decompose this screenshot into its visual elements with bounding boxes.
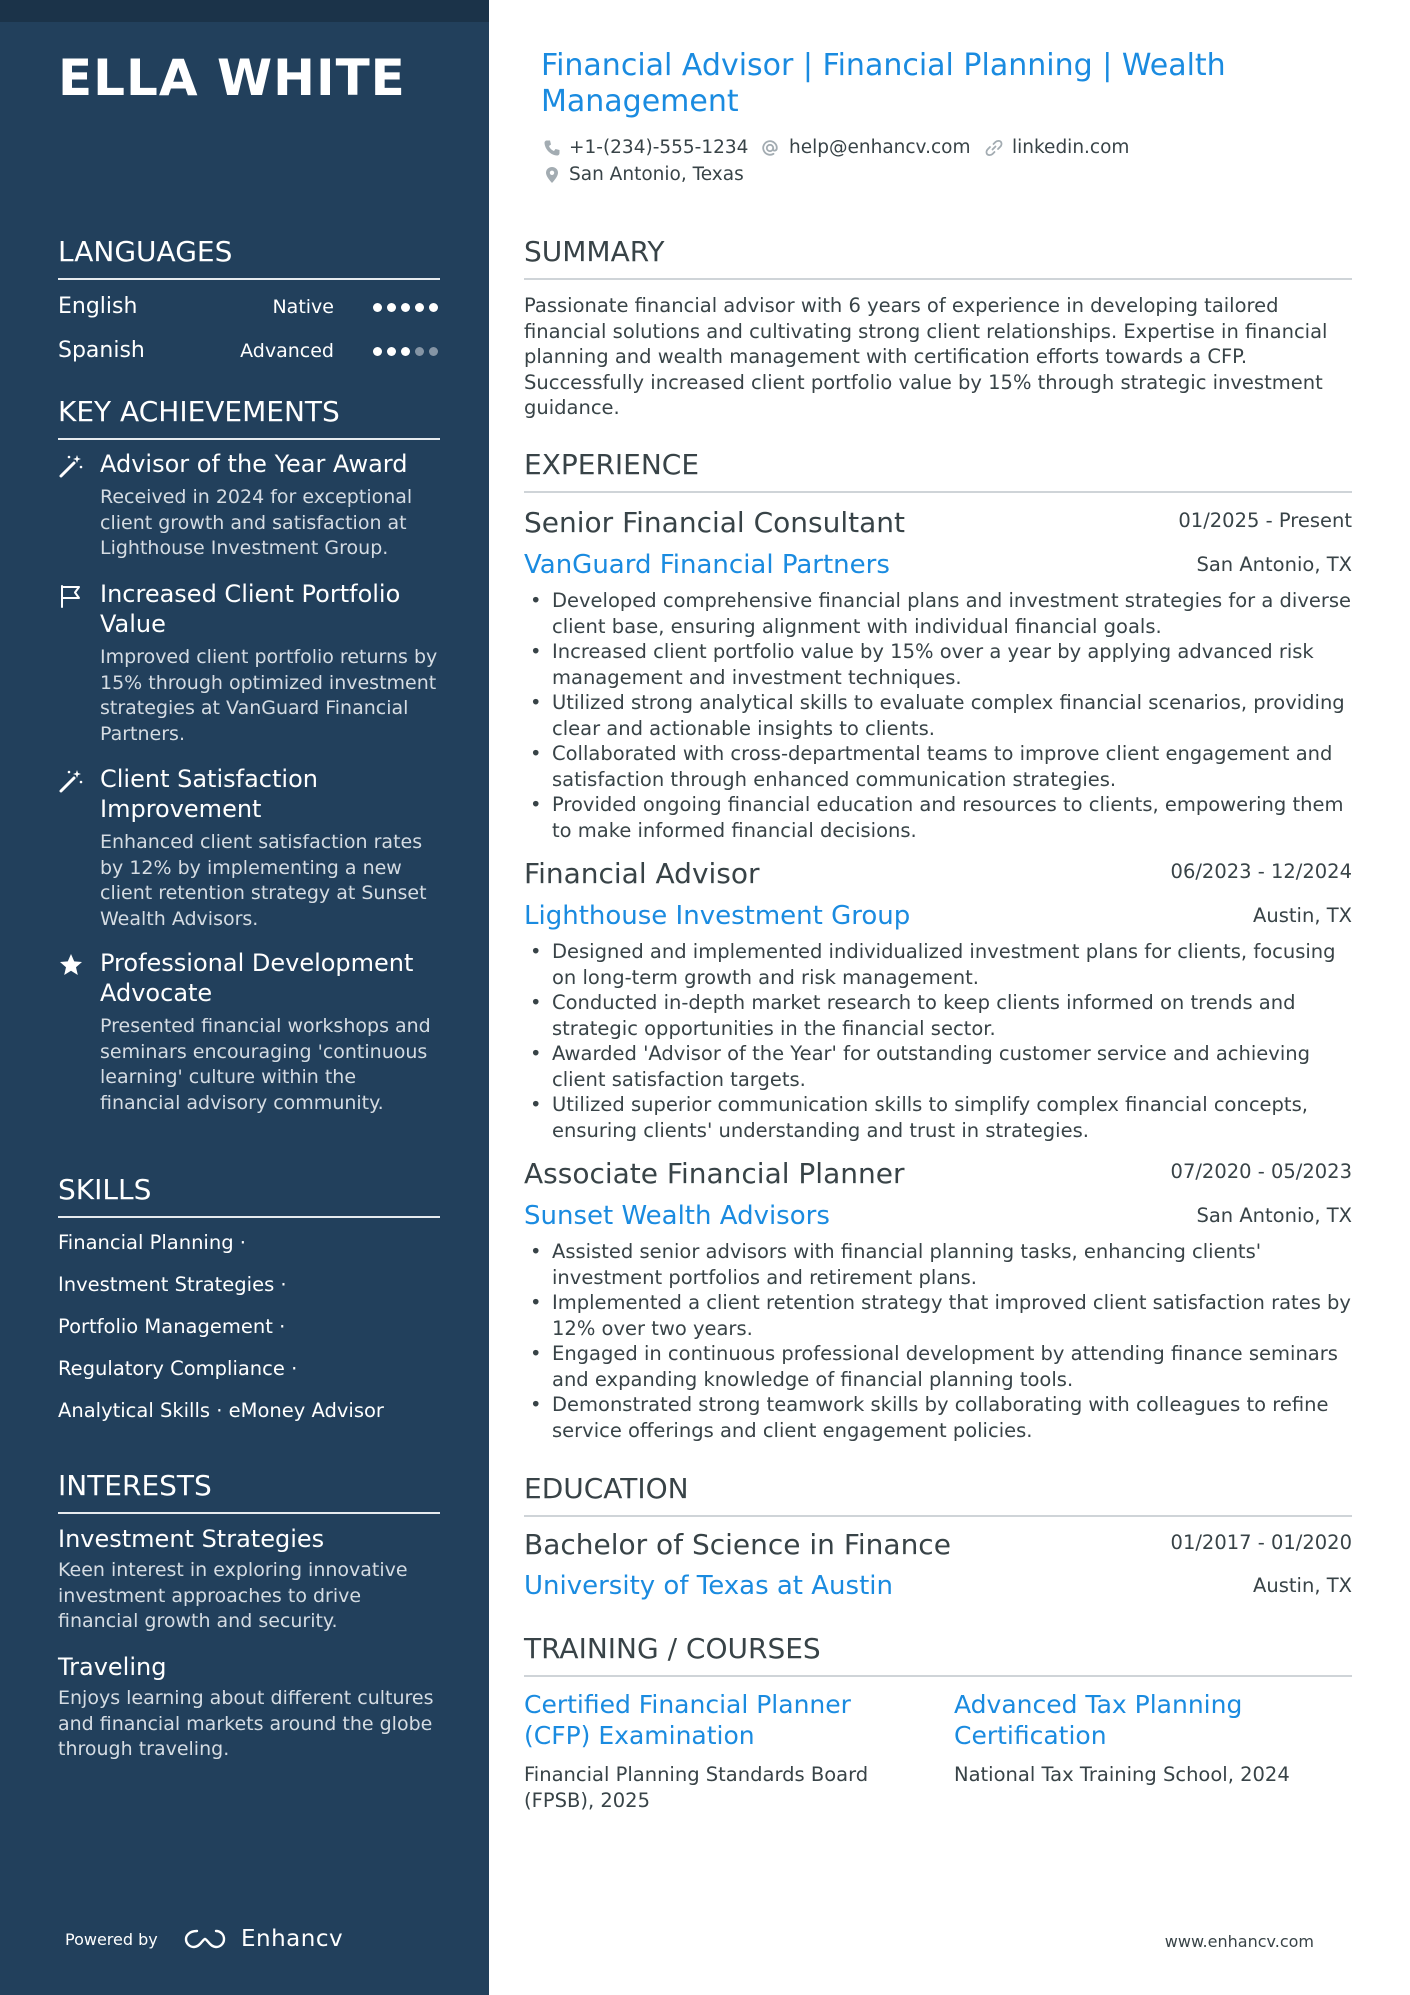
language-row — [58, 291, 440, 323]
location-pin-icon — [543, 166, 561, 184]
language-name: English — [58, 294, 138, 319]
job-bullets — [524, 939, 1352, 1143]
star-icon — [58, 952, 84, 978]
rating-dot — [373, 303, 382, 312]
languages-heading: LANGUAGES — [58, 234, 440, 280]
bullet-item: • Utilized strong analytical skills to evaluate complex financial scenarios, providing clear and actionable insights to clients. — [524, 690, 1352, 741]
achievement-description: Improved client portfolio returns by 15% through optimized investment strategies at VanGuard Financial Partners. — [100, 646, 438, 745]
interest-item — [58, 1524, 440, 1635]
summary-heading: SUMMARY — [524, 234, 1352, 280]
school-name: University of Texas at Austin — [524, 1571, 893, 1601]
at-icon — [761, 139, 779, 157]
language-level: Advanced — [240, 340, 334, 362]
course-title: Advanced Tax Planning Certification — [954, 1690, 1243, 1750]
job-dates: 07/2020 - 05/2023 — [1170, 1160, 1352, 1183]
achievement-title: Advisor of the Year Award — [100, 450, 408, 478]
link-icon — [985, 139, 1003, 157]
flag-icon — [58, 583, 84, 609]
bullet-item: • Engaged in continuous professional development by attending finance seminars and expanding knowledge of financial planning tools. — [524, 1341, 1352, 1392]
job-bullets — [524, 588, 1352, 843]
magic-wand-icon — [58, 453, 84, 479]
rating-dot — [401, 347, 410, 356]
interest-title: Traveling — [58, 1653, 167, 1681]
bullet-item: • Demonstrated strong teamwork skills by collaborating with colleagues to refine service offerings and client engagement policies. — [524, 1392, 1352, 1443]
job-location: San Antonio, TX — [1196, 553, 1352, 576]
achievement-title: Client Satisfaction Improvement — [100, 765, 318, 823]
job-title: Financial Advisor — [524, 857, 760, 890]
skill-item: Financial Planning · — [58, 1231, 246, 1254]
company-name: Sunset Wealth Advisors — [524, 1201, 830, 1231]
rating-dot — [373, 347, 382, 356]
footer-website[interactable]: www.enhancv.com — [1164, 1932, 1314, 1951]
degree-title: Bachelor of Science in Finance — [524, 1528, 951, 1561]
rating-dot — [415, 303, 424, 312]
job-location: San Antonio, TX — [1196, 1204, 1352, 1227]
enhancv-brand-name: Enhancv — [241, 1926, 344, 1952]
job-bullets — [524, 1239, 1352, 1443]
bullet-item: • Assisted senior advisors with financial planning tasks, enhancing clients' investment portfolios and retirement plans. — [524, 1239, 1352, 1290]
rating-dot — [429, 303, 438, 312]
skill-item: Regulatory Compliance · — [58, 1357, 298, 1380]
rating-dot — [387, 347, 396, 356]
interest-title: Investment Strategies — [58, 1525, 325, 1553]
bullet-item: • Developed comprehensive financial plans and investment strategies for a diverse client base, ensuring alignment with individual financial goals. — [524, 588, 1352, 639]
bullet-item: • Awarded 'Advisor of the Year' for outstanding customer service and achieving client satisfaction targets. — [524, 1041, 1352, 1092]
rating-dot — [401, 303, 410, 312]
linkedin-link[interactable]: linkedin.com — [1012, 137, 1130, 158]
interest-description: Enjoys learning about different cultures and financial markets around the globe through traveling. — [58, 1687, 434, 1760]
enhancv-logo-icon — [183, 1925, 227, 1953]
location: San Antonio, Texas — [569, 164, 744, 185]
powered-by-label: Powered by — [65, 1930, 158, 1949]
candidate-name: ELLA WHITE — [58, 49, 406, 107]
interest-description: Keen interest in exploring innovative investment approaches to drive financial growth and security. — [58, 1559, 408, 1632]
education-dates: 01/2017 - 01/2020 — [1170, 1531, 1352, 1554]
language-level: Native — [272, 296, 334, 318]
job-location: Austin, TX — [1253, 904, 1352, 927]
language-name: Spanish — [58, 338, 145, 363]
course-title: Certified Financial Planner (CFP) Examination — [524, 1690, 851, 1750]
job-dates: 01/2025 - Present — [1178, 509, 1352, 532]
bullet-item: • Conducted in-depth market research to keep clients informed on trends and strategic opportunities in the financial sector. — [524, 990, 1352, 1041]
bullet-item: • Provided ongoing financial education and resources to clients, empowering them to make informed financial decisions. — [524, 792, 1352, 843]
phone-icon — [543, 139, 561, 157]
achievement-title: Increased Client Portfolio Value — [100, 580, 401, 638]
skill-item: Portfolio Management · — [58, 1315, 286, 1338]
rating-dot — [387, 303, 396, 312]
sidebar — [0, 0, 489, 1995]
bullet-item: • Increased client portfolio value by 15% over a year by applying advanced risk management and investment techniques. — [524, 639, 1352, 690]
achievement-item — [58, 948, 440, 1116]
rating-dot — [429, 347, 438, 356]
training-heading: TRAINING / COURSES — [524, 1631, 1352, 1677]
company-name: Lighthouse Investment Group — [524, 901, 911, 931]
job-dates: 06/2023 - 12/2024 — [1170, 860, 1352, 883]
job-title: Senior Financial Consultant — [524, 506, 905, 539]
skill-item: Investment Strategies · — [58, 1273, 287, 1296]
job-title: Associate Financial Planner — [524, 1157, 905, 1190]
course-organization: National Tax Training School, 2024 — [954, 1763, 1290, 1786]
bullet-item: • Utilized superior communication skills to simplify complex financial concepts, ensuring clients' understanding and trust in strategies. — [524, 1092, 1352, 1143]
language-rating — [368, 347, 438, 357]
education-heading: EDUCATION — [524, 1471, 1352, 1517]
bullet-item: • Implemented a client retention strategy that improved client satisfaction rates by 12% over two years. — [524, 1290, 1352, 1341]
education-location: Austin, TX — [1253, 1574, 1352, 1597]
skills-heading: SKILLS — [58, 1172, 440, 1218]
achievement-description: Received in 2024 for exceptional client growth and satisfaction at Lighthouse Investment Group. — [100, 486, 413, 559]
achievements-heading: KEY ACHIEVEMENTS — [58, 394, 440, 440]
achievement-item — [58, 579, 440, 747]
skill-item: Analytical Skills · eMoney Advisor — [58, 1399, 384, 1422]
rating-dot — [415, 347, 424, 356]
achievement-item — [58, 764, 440, 932]
company-name: VanGuard Financial Partners — [524, 550, 890, 580]
headline: Financial Advisor | Financial Planning | Wealth Management — [541, 48, 1226, 119]
achievement-title: Professional Development Advocate — [100, 949, 414, 1007]
experience-heading: EXPERIENCE — [524, 447, 1352, 493]
summary-text: Passionate financial advisor with 6 years of experience in developing tailored financial solutions and cultivating strong client relationships. Expertise in financial planning and wealth management with certification efforts towards a CFP. Successfully increased client portfolio value by 15% through strategic investment guidance. — [524, 294, 1328, 419]
interests-heading: INTERESTS — [58, 1468, 440, 1514]
phone-number: +1-(234)-555-1234 — [569, 137, 749, 158]
course-organization: Financial Planning Standards Board (FPSB), 2025 — [524, 1763, 869, 1812]
magic-wand-icon — [58, 768, 84, 794]
sidebar-top-strip — [0, 0, 489, 22]
email-link[interactable]: help@enhancv.com — [789, 137, 971, 158]
achievement-item — [58, 449, 440, 562]
achievement-description: Presented financial workshops and seminars encouraging 'continuous learning' culture within the financial advisory community. — [100, 1015, 431, 1114]
interest-item — [58, 1652, 440, 1763]
bullet-item: • Collaborated with cross-departmental teams to improve client engagement and satisfaction through enhanced communication strategies. — [524, 741, 1352, 792]
language-row — [58, 335, 440, 367]
bullet-item: • Designed and implemented individualized investment plans for clients, focusing on long-term growth and risk management. — [524, 939, 1352, 990]
language-rating — [368, 303, 438, 313]
achievement-description: Enhanced client satisfaction rates by 12% by implementing a new client retention strategy at Sunset Wealth Advisors. — [100, 831, 427, 930]
